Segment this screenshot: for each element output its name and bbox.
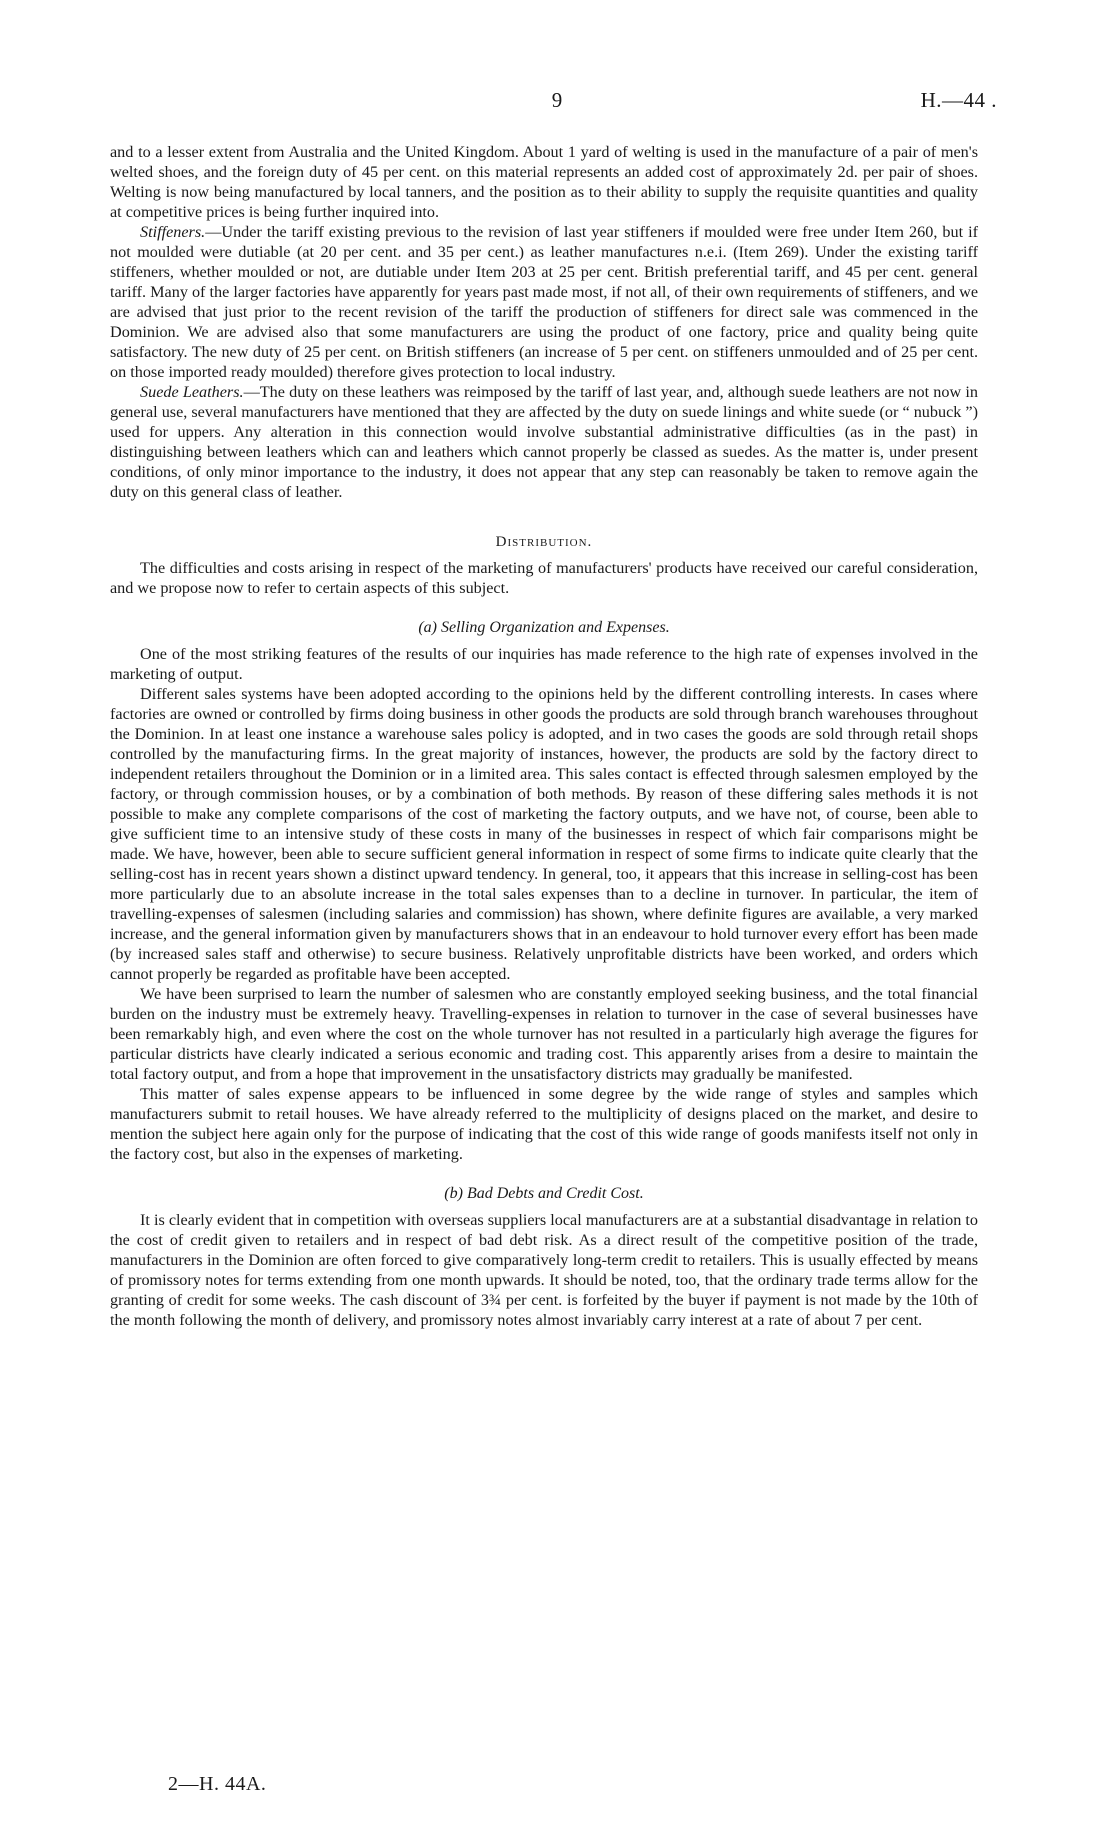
paragraph-stiffeners (110, 222, 978, 382)
stiffeners-text: —Under the tariff existing previous to the revision of last year stiffeners if moulded were free under Item 260, but if not moulded were dutiable (at 20 per cent. and 35 per cent.) as leather manufactures n.e.i. (Item 269). Under the existing tariff stiffeners, whether moulded or not, are dutiable under Item 203 at 25 per cent. British preferential tariff, and 45 per cent. general tariff. Many of the larger factories have apparently for years past made most, if not all, of their own requirements of stiffeners, and we are advised that just prior to the recent revision of the tariff the production of stiffeners for direct sale was commenced in the Dominion. We are advised also that some manufacturers are using the product of one factory, price and quality being quite satisfactory. The new duty of 25 per cent. on British stiffeners (an increase of 5 per cent. on stiffeners unmoulded and of 25 per cent. on those imported ready moulded) therefore gives protection to local industry. (110, 223, 978, 381)
paragraph-welting: and to a lesser extent from Australia and the United Kingdom. About 1 yard of welting is used in the manufacture of a pair of men's welted shoes, and the foreign duty of 45 per cent. on this material represents an added cost of approximately 2d. per pair of shoes. Welting is now being manufactured by local tanners, and the position as to their ability to supply the requisite quantities and quality at competitive prices is being further inquired into. (110, 143, 978, 221)
footer-signature: 2—H. 44A. (168, 1773, 267, 1795)
bad-debts-heading: (b) Bad Debts and Credit Cost. (444, 1185, 644, 1202)
paragraph-selling-3: We have been surprised to learn the number of salesmen who are constantly employed seeking business, and the total financial burden on the industry must be extremely heavy. Travelling-expenses in relation to turnover in the case of several businesses have been remarkably high, and even where the cost on the whole turnover has not resulted in a particularly high average the figures for particular districts have clearly indicated a serious economic and trading cost. This apparently arises from a desire to maintain the total factory output, and from a hope that improvement in the unsatisfactory districts may gradually be manifested. (110, 985, 978, 1083)
page-number: 9 (551, 88, 563, 112)
stiffeners-lead: Stiffeners. (140, 223, 206, 241)
paragraph-bad-debts: It is clearly evident that in competition with overseas suppliers local manufacturers are at a substantial disadvantage in relation to the cost of credit given to retailers and in respect of bad debt risk. As a direct result of the competitive position of the trade, manufacturers in the Dominion are often forced to give comparatively long-term credit to retailers. This is usually effected by means of promissory notes for terms extending from one month upwards. It should be noted, too, that the ordinary trade terms allow for the granting of credit for some weeks. The cash discount of 3¾ per cent. is forfeited by the buyer if payment is not made by the 10th of the month following the month of delivery, and promissory notes almost invariably carry interest at a rate of about 7 per cent. (110, 1211, 978, 1329)
suede-text: —The duty on these leathers was reimposed by the tariff of last year, and, although suede leathers are not now in general use, several manufacturers have mentioned that they are affected by the duty on suede linings and white suede (or “ nubuck ”) used for uppers. Any alteration in this connection would involve substantial administrative difficulties (as in the past) in distinguishing between leathers which can and leathers which cannot properly be classed as suedes. As the matter is, under present conditions, of only minor importance to the industry, it does not appear that any step can reasonably be taken to remove again the duty on this general class of leather. (110, 383, 978, 501)
paragraph-distribution: The difficulties and costs arising in respect of the marketing of manufacturers' products have received our careful consideration, and we propose now to refer to certain aspects of this subject. (110, 559, 978, 597)
body-text (110, 142, 978, 1330)
paragraph-selling-4: This matter of sales expense appears to be influenced in some degree by the wide range of styles and samples which manufacturers submit to retail houses. We have already referred to the multiplicity of designs placed on the market, and desire to mention the subject here again only for the purpose of indicating that the cost of this wide range of goods manifests itself not only in the factory cost, but also in the expenses of marketing. (110, 1085, 978, 1163)
distribution-heading: Distribution. (495, 534, 593, 550)
selling-heading: (a) Selling Organization and Expenses. (418, 619, 670, 636)
paragraph-selling-1: One of the most striking features of the results of our inquiries has made reference to the high rate of expenses involved in the marketing of output. (110, 645, 978, 683)
page-reference: H.—44 . (920, 88, 997, 112)
suede-lead: Suede Leathers. (140, 383, 244, 401)
paragraph-selling-2: Different sales systems have been adopted according to the opinions held by the different controlling interests. In cases where factories are owned or controlled by firms doing business in other goods the products are sold through branch warehouses throughout the Dominion. In at least one instance a warehouse sales policy is adopted, and in two cases the goods are sold through retail shops controlled by the manufacturing firms. In the great majority of instances, however, the products are sold by the factory direct to independent retailers throughout the Dominion or in a limited area. This sales contact is effected through salesmen employed by the factory, or through commission houses, or by a combination of both methods. By reason of these differing sales methods it is not possible to make any complete comparisons of the cost of marketing the factory outputs, and we have not, of course, been able to give sufficient time to an intensive study of these costs in many of the businesses in respect of which fair comparisons might be made. We have, however, been able to secure sufficient general information in respect of some firms to indicate quite clearly that the selling-cost has in recent years shown a distinct upward tendency. In general, too, it appears that this increase in selling-cost has been more particularly due to an absolute increase in the total sales expenses than to a decline in turnover. In particular, the item of travelling-expenses of salesmen (including salaries and commission) has shown, where definite figures are available, a very marked increase, and the general information given by manufacturers shows that in an endeavour to hold turnover every effort has been made (by increased sales staff and otherwise) to secure business. Relatively unprofitable districts have been worked, and orders which cannot properly be regarded as profitable have been accepted. (110, 685, 978, 983)
paragraph-suede-leathers (110, 382, 978, 502)
